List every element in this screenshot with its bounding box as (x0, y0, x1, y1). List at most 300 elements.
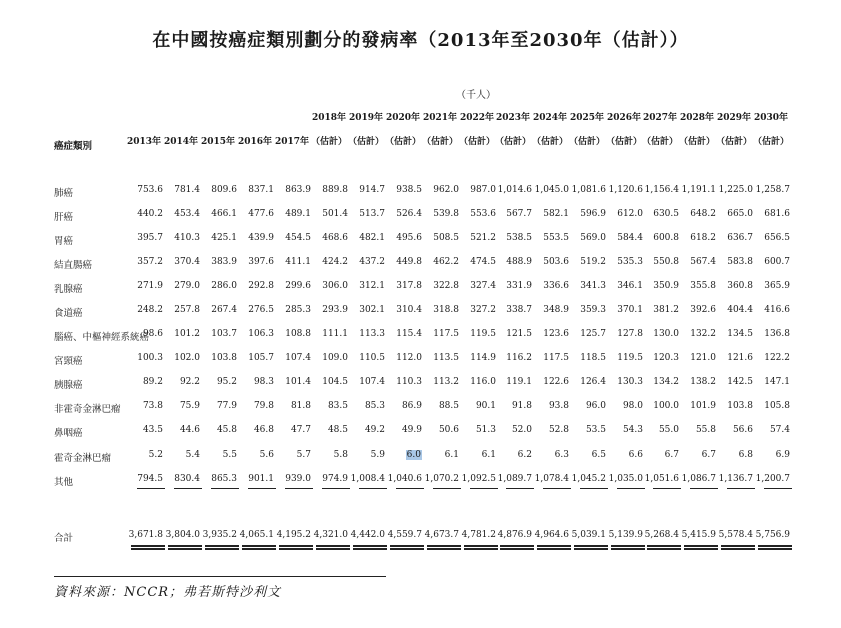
cell-value: 101.4 (285, 377, 311, 387)
row-label: 胃癌 (54, 236, 74, 247)
table-cell (715, 185, 753, 195)
table-cell (162, 209, 200, 219)
total-double-rule (611, 548, 645, 550)
cell-value: 359.3 (580, 305, 606, 315)
cell-value: 1,225.0 (718, 185, 753, 195)
row-label: 非霍奇金淋巴瘤 (54, 404, 121, 415)
cell-value: 101.2 (174, 329, 200, 339)
table-cell (236, 209, 274, 219)
cell-value: 45.8 (216, 425, 237, 435)
year-header: 2020年 (385, 113, 421, 123)
total-double-rule (537, 548, 571, 550)
cell-value: 583.8 (727, 257, 753, 267)
table-cell (752, 401, 790, 411)
table-cell (458, 209, 496, 219)
row-label: 鼻咽癌 (54, 428, 83, 439)
table-cell (273, 425, 311, 435)
total-double-rule (500, 545, 534, 547)
cell-value: 276.5 (248, 305, 274, 315)
table-cell (162, 401, 200, 411)
cell-value: 1,070.2 (424, 474, 459, 484)
table-cell (715, 401, 753, 411)
total-cell: 4,673.7 (424, 530, 459, 540)
cell-value: 454.5 (285, 233, 311, 243)
cell-value: 49.2 (364, 425, 385, 435)
cell-value: 355.8 (690, 281, 716, 291)
table-cell (458, 257, 496, 267)
table-cell (273, 209, 311, 219)
table-cell (752, 185, 790, 195)
table-cell (641, 185, 679, 195)
cell-value: 81.8 (290, 401, 311, 411)
table-cell (678, 233, 716, 243)
cell-value: 122.6 (543, 377, 569, 387)
year-note: （估計） (715, 137, 752, 147)
table-cell (678, 329, 716, 339)
table-cell (347, 257, 385, 267)
cell-value: 553.5 (543, 233, 569, 243)
table-cell (273, 353, 311, 363)
cell-value: 292.8 (248, 281, 274, 291)
subtotal-rule (248, 488, 276, 489)
row-label: 宮頸癌 (54, 356, 83, 367)
cell-value: 1,191.1 (681, 185, 716, 195)
year-note: （估計） (458, 137, 495, 147)
total-double-rule (131, 548, 165, 550)
table-cell (531, 281, 569, 291)
year-header: 2017年 (274, 137, 310, 147)
year-header: 2016年 (237, 137, 273, 147)
cell-value: 1,035.0 (608, 474, 643, 484)
year-note: （估計） (531, 137, 568, 147)
year-header: 2013年 (126, 137, 162, 147)
cell-value: 440.2 (137, 209, 163, 219)
table-cell (199, 185, 237, 195)
cell-value: 52.0 (511, 425, 532, 435)
cell-value: 98.6 (142, 329, 163, 339)
year-note: （估計） (678, 137, 715, 147)
cell-value: 279.0 (174, 281, 200, 291)
table-cell (531, 474, 569, 484)
table-cell (310, 281, 348, 291)
table-cell (347, 401, 385, 411)
cell-value: 381.2 (653, 305, 679, 315)
cell-value: 794.5 (137, 474, 163, 484)
table-cell (125, 474, 163, 484)
total-double-rule (242, 545, 276, 547)
cell-value: 49.9 (401, 425, 422, 435)
cell-value: 468.6 (322, 233, 348, 243)
cell-value: 495.6 (396, 233, 422, 243)
cell-value: 48.5 (327, 425, 348, 435)
table-cell (678, 353, 716, 363)
total-cell: 5,756.9 (755, 530, 790, 540)
cell-value: 501.4 (322, 209, 348, 219)
table-cell (458, 281, 496, 291)
table-cell (752, 305, 790, 315)
table-cell (715, 450, 753, 460)
table-cell (125, 425, 163, 435)
total-double-rule (427, 545, 461, 547)
cell-value: 5.4 (185, 450, 200, 460)
table-cell (678, 209, 716, 219)
table-cell (125, 185, 163, 195)
total-cell: 5,139.9 (608, 530, 643, 540)
cell-value: 120.3 (653, 353, 679, 363)
table-cell (494, 233, 532, 243)
total-double-rule (279, 548, 313, 550)
table-cell (752, 209, 790, 219)
cell-value: 519.2 (580, 257, 606, 267)
cell-value: 90.1 (475, 401, 496, 411)
cell-value: 962.0 (433, 185, 459, 195)
table-cell (715, 474, 753, 484)
subtotal-rule (506, 488, 534, 489)
cell-value: 600.7 (764, 257, 790, 267)
cell-value: 271.9 (137, 281, 163, 291)
cell-value: 318.8 (433, 305, 459, 315)
total-cell: 5,039.1 (571, 530, 606, 540)
cell-value: 397.6 (248, 257, 274, 267)
row-label: 霍奇金淋巴瘤 (54, 453, 112, 464)
table-cell (605, 281, 643, 291)
total-double-rule (205, 548, 239, 550)
table-cell (273, 305, 311, 315)
table-cell (310, 353, 348, 363)
cell-value: 92.2 (179, 377, 200, 387)
row-label: 腦癌、中樞神經系統癌 (54, 332, 150, 343)
table-cell (310, 257, 348, 267)
cell-value: 136.8 (764, 329, 790, 339)
total-double-rule (684, 548, 718, 550)
cell-value: 503.6 (543, 257, 569, 267)
year-note: （估計） (421, 137, 458, 147)
table-cell (273, 329, 311, 339)
cell-value: 113.2 (433, 377, 459, 387)
table-cell (605, 450, 643, 460)
table-cell (273, 233, 311, 243)
cell-value: 753.6 (137, 185, 163, 195)
cell-value: 83.5 (327, 401, 348, 411)
table-cell (458, 185, 496, 195)
total-double-rule (390, 548, 424, 550)
table-cell (384, 425, 422, 435)
table-cell (310, 185, 348, 195)
table-cell (641, 474, 679, 484)
cell-value: 889.8 (322, 185, 348, 195)
year-header: 2018年 (311, 113, 347, 123)
table-cell (162, 450, 200, 460)
total-double-rule (242, 548, 276, 550)
table-cell (494, 425, 532, 435)
total-double-rule (316, 548, 350, 550)
cell-value: 57.4 (769, 425, 790, 435)
cell-value: 6.9 (775, 450, 790, 460)
table-cell (125, 401, 163, 411)
table-cell (347, 474, 385, 484)
table-cell (310, 233, 348, 243)
table-cell (310, 329, 348, 339)
year-note: （估計） (752, 137, 789, 147)
cell-value: 360.8 (727, 281, 753, 291)
row-label: 肺癌 (54, 188, 74, 199)
cell-value: 6.7 (664, 450, 679, 460)
cell-value: 118.5 (580, 353, 606, 363)
cell-value: 132.2 (690, 329, 716, 339)
table-cell (125, 281, 163, 291)
cell-value: 312.1 (359, 281, 385, 291)
table-cell (162, 353, 200, 363)
cell-value: 88.5 (438, 401, 459, 411)
total-cell: 4,195.2 (276, 530, 311, 540)
total-double-rule (574, 548, 608, 550)
table-cell (605, 209, 643, 219)
cell-value: 51.3 (475, 425, 496, 435)
year-header: 2014年 (163, 137, 199, 147)
table-cell (384, 353, 422, 363)
cell-value: 119.5 (470, 329, 496, 339)
cell-value: 6.6 (628, 450, 643, 460)
cell-value: 109.0 (322, 353, 348, 363)
cell-value: 119.1 (506, 377, 532, 387)
table-cell (273, 377, 311, 387)
cell-value: 600.8 (653, 233, 679, 243)
source-note: 資料來源：NCCR；弗若斯特沙利文 (54, 585, 282, 600)
cell-value: 535.3 (617, 257, 643, 267)
cell-value: 55.8 (695, 425, 716, 435)
table-cell (458, 233, 496, 243)
row-label: 食道癌 (54, 308, 83, 319)
cell-value: 134.2 (653, 377, 679, 387)
table-cell (199, 329, 237, 339)
cell-value: 346.1 (617, 281, 643, 291)
cell-value: 113.3 (359, 329, 385, 339)
table-cell (236, 305, 274, 315)
table-cell (310, 377, 348, 387)
table-cell (236, 353, 274, 363)
table-cell (125, 353, 163, 363)
cell-value: 1,092.5 (461, 474, 496, 484)
cell-value: 656.5 (764, 233, 790, 243)
table-cell (531, 401, 569, 411)
table-cell (715, 425, 753, 435)
table-cell (531, 185, 569, 195)
cell-value: 938.5 (396, 185, 422, 195)
cell-value: 350.9 (653, 281, 679, 291)
year-header: 2015年 (200, 137, 236, 147)
table-cell (384, 401, 422, 411)
table-cell (641, 233, 679, 243)
cell-value: 5.6 (259, 450, 274, 460)
table-cell (531, 257, 569, 267)
table-cell (199, 401, 237, 411)
cell-value: 96.0 (585, 401, 606, 411)
table-cell (715, 377, 753, 387)
cell-value: 6.5 (591, 450, 606, 460)
cell-value: 550.8 (653, 257, 679, 267)
cell-value: 569.0 (580, 233, 606, 243)
cell-value: 370.1 (617, 305, 643, 315)
cell-value: 107.4 (359, 377, 385, 387)
table-cell (125, 377, 163, 387)
table-cell (421, 185, 459, 195)
cell-value: 6.1 (444, 450, 459, 460)
cell-value: 50.6 (438, 425, 459, 435)
cell-value: 526.4 (396, 209, 422, 219)
cell-value: 474.5 (470, 257, 496, 267)
cell-value: 286.0 (211, 281, 237, 291)
table-cell (678, 450, 716, 460)
cell-value: 630.5 (653, 209, 679, 219)
table-cell (494, 257, 532, 267)
table-cell (347, 305, 385, 315)
year-note: （估計） (310, 137, 347, 147)
cell-value: 462.2 (433, 257, 459, 267)
cell-value: 302.1 (359, 305, 385, 315)
cell-value: 612.0 (617, 209, 643, 219)
table-cell (162, 185, 200, 195)
table-cell (199, 377, 237, 387)
cell-value: 134.5 (727, 329, 753, 339)
cell-value: 130.0 (653, 329, 679, 339)
total-cell: 4,442.0 (350, 530, 385, 540)
total-double-rule (758, 545, 792, 547)
table-cell (199, 209, 237, 219)
total-double-rule (131, 545, 165, 547)
year-note: （估計） (347, 137, 384, 147)
cell-value: 584.4 (617, 233, 643, 243)
table-cell (494, 450, 532, 460)
table-cell (568, 185, 606, 195)
cell-value: 5.5 (222, 450, 237, 460)
cell-value: 75.9 (179, 401, 200, 411)
cell-value: 1,045.0 (534, 185, 569, 195)
cell-value: 6.1 (481, 450, 496, 460)
table-cell (715, 233, 753, 243)
cell-value: 310.4 (396, 305, 422, 315)
table-cell (199, 353, 237, 363)
subtotal-rule (764, 488, 792, 489)
total-double-rule (500, 548, 534, 550)
cell-value: 395.7 (137, 233, 163, 243)
total-double-rule (427, 548, 461, 550)
table-cell (605, 377, 643, 387)
cell-value: 1,089.7 (497, 474, 532, 484)
cell-value: 103.7 (211, 329, 237, 339)
table-cell (162, 329, 200, 339)
cell-value: 117.5 (433, 329, 459, 339)
cell-value: 974.9 (322, 474, 348, 484)
table-cell (199, 281, 237, 291)
row-label: 結直腸癌 (54, 260, 93, 271)
table-cell (199, 450, 237, 460)
cell-value: 116.2 (506, 353, 532, 363)
total-double-rule (574, 545, 608, 547)
table-cell (125, 257, 163, 267)
cell-value: 54.3 (622, 425, 643, 435)
cell-value: 123.6 (543, 329, 569, 339)
total-double-rule (721, 545, 755, 547)
cell-value: 77.9 (216, 401, 237, 411)
total-cell: 4,559.7 (387, 530, 422, 540)
cell-value: 416.6 (764, 305, 790, 315)
cell-value: 130.3 (617, 377, 643, 387)
cell-value: 93.8 (548, 401, 569, 411)
total-double-rule (684, 545, 718, 547)
cell-value: 424.2 (322, 257, 348, 267)
cell-value: 6.3 (554, 450, 569, 460)
source-divider (54, 576, 386, 577)
cell-value: 147.1 (764, 377, 790, 387)
table-cell (605, 305, 643, 315)
row-label: 胰腺癌 (54, 380, 83, 391)
cell-value: 411.1 (285, 257, 311, 267)
total-double-rule (316, 545, 350, 547)
cell-value: 106.3 (248, 329, 274, 339)
table-cell (715, 257, 753, 267)
subtotal-rule (433, 488, 461, 489)
table-cell (494, 305, 532, 315)
cell-value: 98.0 (622, 401, 643, 411)
table-cell (384, 474, 422, 484)
row-label: 肝癌 (54, 212, 74, 223)
table-cell (273, 281, 311, 291)
total-double-rule (279, 545, 313, 547)
cell-value: 142.5 (727, 377, 753, 387)
cell-value: 987.0 (470, 185, 496, 195)
cell-value: 127.8 (617, 329, 643, 339)
table-cell (568, 377, 606, 387)
cell-value: 482.1 (359, 233, 385, 243)
table-cell (236, 281, 274, 291)
table-cell (236, 474, 274, 484)
table-cell (162, 377, 200, 387)
table-cell (458, 401, 496, 411)
total-cell: 5,578.4 (718, 530, 753, 540)
cell-value: 5.2 (148, 450, 163, 460)
cell-value: 293.9 (322, 305, 348, 315)
cell-value: 86.9 (401, 401, 422, 411)
table-cell (641, 425, 679, 435)
cell-value: 108.8 (285, 329, 311, 339)
table-cell (678, 425, 716, 435)
table-cell (384, 377, 422, 387)
cell-value: 383.9 (211, 257, 237, 267)
table-cell (273, 450, 311, 460)
cell-value: 6.8 (738, 450, 753, 460)
table-cell (568, 305, 606, 315)
cell-value: 1,156.4 (644, 185, 679, 195)
year-header: 2022年 (459, 113, 495, 123)
cell-value: 466.1 (211, 209, 237, 219)
table-cell (162, 257, 200, 267)
table-cell (310, 474, 348, 484)
table-cell (752, 425, 790, 435)
table-cell (347, 450, 385, 460)
table-cell (531, 233, 569, 243)
cell-value: 392.6 (690, 305, 716, 315)
cell-value: 6.7 (701, 450, 716, 460)
table-cell (568, 233, 606, 243)
subtotal-rule (617, 488, 645, 489)
cell-value: 914.7 (359, 185, 385, 195)
cell-value: 425.1 (211, 233, 237, 243)
cell-value: 553.6 (470, 209, 496, 219)
table-cell (715, 305, 753, 315)
table-cell (347, 353, 385, 363)
table-cell (458, 329, 496, 339)
table-cell (641, 450, 679, 460)
